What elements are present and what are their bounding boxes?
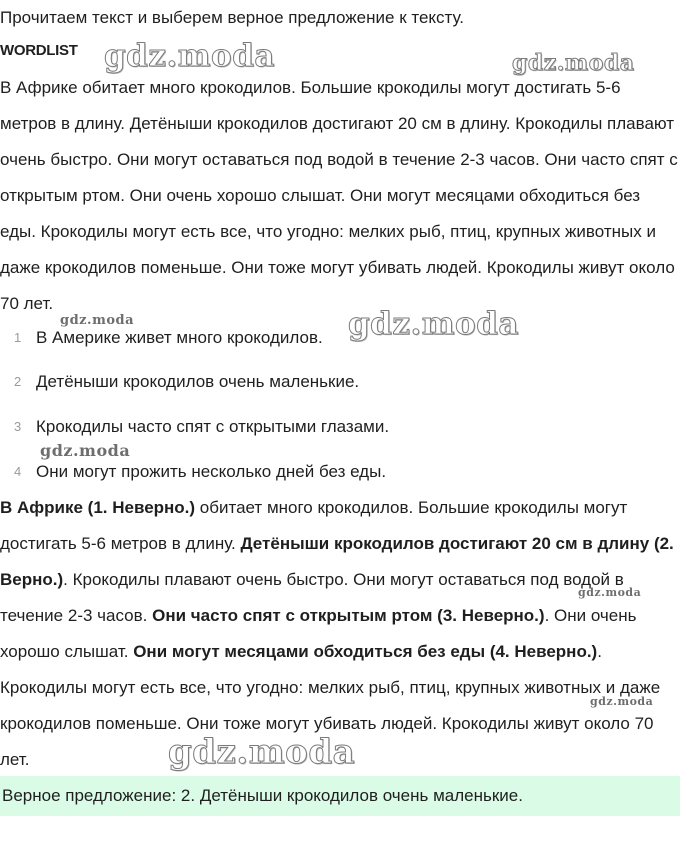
answer-text-3: . Они очень хорошо слышат.: [0, 606, 637, 661]
answer-text-2: . Крокодилы плавают очень быстро. Они могут оставаться под водой в течение 2-3 часов.: [0, 570, 624, 625]
annotated-text: [0, 490, 680, 778]
watermark-logo: gdz.moda: [512, 50, 635, 76]
option-number: 4: [14, 464, 22, 479]
watermark-logo: gdz.moda: [590, 695, 654, 708]
watermark-logo: gdz.moda: [40, 441, 131, 460]
answer-mark-3: Они часто спят с открытым ртом (3. Неверно.): [152, 606, 545, 625]
option-text: Крокодилы часто спят с открытыми глазами.: [36, 417, 390, 436]
option-item-2: [0, 370, 600, 394]
watermark-logo: gdz.moda: [348, 306, 519, 342]
correct-answer-banner: Верное предложение: 2. Детёныши крокодилов очень маленькие.: [0, 776, 680, 816]
answer-mark-4: Они могут месяцами обходиться без еды (4. Неверно.): [133, 642, 598, 661]
answer-text-1: обитает много крокодилов. Большие крокодилы могут достигать 5-6 метров в длину.: [0, 498, 628, 553]
wordlist-label: WORDLIST: [0, 42, 78, 59]
option-item-4: [0, 460, 600, 484]
watermark-logo: gdz.moda: [104, 38, 275, 74]
watermark-logo: gdz.moda: [578, 586, 642, 599]
reading-text-body: В Африке обитает много крокодилов. Большие крокодилы могут достигать 5-6 метров в длину. Детёныши крокодилов достигают 20 см в длину. Крокодилы плавают очень быстро. Они могут оставаться под водой в течение 2-3 часов. Они часто спят с открытым ртом. Они очень хорошо слышат. Они могут месяцами обходиться без еды. Крокодилы могут есть все, что угодно: мелких рыб, птиц, крупных животных и даже крокодилов поменьше. Они тоже могут убивать людей. Крокодилы живут около 70 лет.: [0, 78, 678, 313]
answer-mark-1: В Африке (1. Неверно.): [0, 498, 196, 517]
option-item-3: [0, 415, 600, 439]
instruction-text: Прочитаем текст и выберем верное предложение к тексту.: [0, 8, 465, 27]
watermark-logo: gdz.moda: [60, 313, 135, 328]
option-text: Они могут прожить несколько дней без еды.: [36, 462, 387, 481]
option-text: В Америке живет много крокодилов.: [36, 328, 323, 347]
option-number: 1: [14, 330, 22, 345]
annotated-text-body: [0, 490, 680, 778]
option-number: 2: [14, 374, 22, 389]
option-number: 3: [14, 419, 22, 434]
option-item-1: [0, 326, 600, 350]
answer-mark-2: Детёныши крокодилов достигают 20 см в длину (2. Верно.): [0, 534, 674, 589]
watermark-logo: gdz.moda: [168, 732, 356, 772]
option-text: Детёныши крокодилов очень маленькие.: [36, 372, 360, 391]
reading-text: [0, 70, 680, 322]
answer-text-4: . Крокодилы могут есть все, что угодно: мелких рыб, птиц, крупных животных и даже крокодилов поменьше. Они тоже могут убивать людей. Крокодилы живут около 70 лет.: [0, 642, 661, 769]
